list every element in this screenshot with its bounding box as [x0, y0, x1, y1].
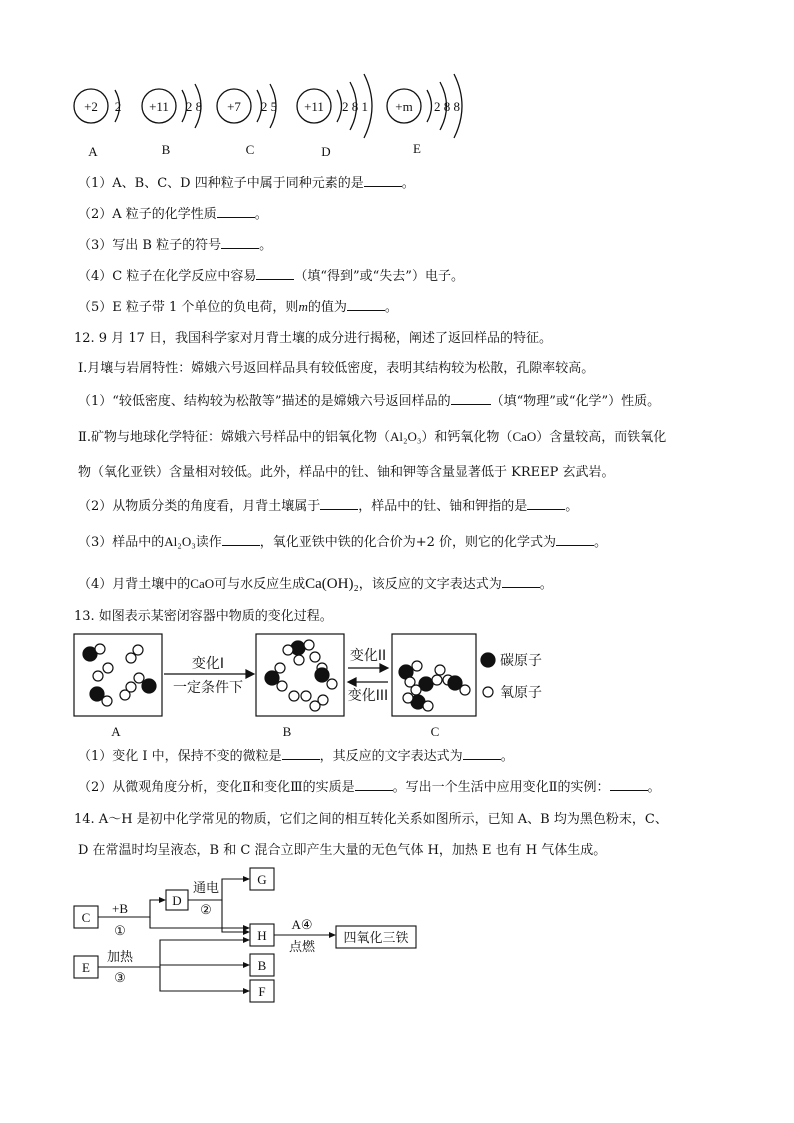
atom-e-label: E — [413, 141, 421, 156]
answer-blank — [222, 533, 260, 546]
container-c-label: C — [430, 724, 440, 739]
atom-d-charge: +11 — [304, 99, 324, 114]
q12-part4: （4）月背土壤中的CaO可与水反应生成Ca(OH)₂，该反应的文字表达式为 。 — [78, 576, 553, 592]
change1-label: 变化I — [191, 656, 225, 672]
atom-b-label: B — [161, 142, 171, 157]
atom-e-charge: +m — [395, 99, 413, 114]
atom-c-charge: +7 — [227, 99, 241, 114]
substance-transformation-diagram — [70, 862, 430, 1010]
legend-oxygen-label: 氧原子 — [500, 685, 542, 701]
oxygen-atom-legend-icon — [483, 687, 493, 697]
edge-plus-b-label: +B — [111, 901, 129, 916]
node-d-label: D — [172, 893, 182, 908]
answer-blank — [282, 747, 320, 760]
atom-a-label: A — [88, 144, 98, 159]
q11-part2: （2）A 粒子的化学性质 。 — [78, 207, 268, 222]
q11-part5: （5）E 粒子带 1 个单位的负电荷，则m的值为 。 — [78, 299, 398, 315]
answer-blank — [502, 575, 540, 588]
q11-part3: （3）写出 B 粒子的符号 。 — [78, 238, 273, 253]
answer-blank — [347, 298, 385, 311]
atom-d-shells: 2 8 1 — [342, 99, 368, 114]
node-f-label: F — [258, 984, 266, 999]
answer-blank — [217, 205, 255, 218]
answer-blank — [610, 778, 648, 791]
change3-label: 变化III — [347, 688, 389, 704]
q12-section2: Ⅱ.矿物与地球化学特征：嫦娥六号样品中的铝氧化物（Al₂O₃）和钙氧化物（CaO）含量较高，而铁氧化 — [78, 429, 667, 445]
container-a-label: A — [111, 724, 121, 739]
atom-structure-diagrams — [60, 60, 490, 165]
answer-blank — [556, 533, 594, 546]
condition-label: 一定条件下 — [173, 680, 243, 696]
answer-blank — [256, 267, 294, 280]
q13-part2: （2）从微观角度分析，变化Ⅱ和变化Ⅲ的实质是 。写出一个生活中应用变化Ⅱ的实例： 。 — [78, 780, 661, 795]
edge-step2-label: ② — [200, 902, 212, 917]
q12-part1: （1）“较低密度、结构较为松散等”描述的是嫦娥六号返回样品的 （填“物理”或“化学”）性质。 — [78, 394, 661, 409]
edge-heat-label: 加热 — [106, 950, 134, 965]
molecule-change-diagram — [70, 630, 570, 742]
answer-blank — [320, 497, 358, 510]
container-a — [74, 634, 162, 716]
q14-intro-line1: 14. A～H 是初中化学常见的物质，它们之间的相互转化关系如图所示，已知 A、B 均为黑色粉末，C、 — [74, 812, 668, 827]
edge-step1-label: ① — [114, 923, 126, 938]
legend-carbon-label: 碳原子 — [500, 653, 542, 669]
q12-part2: （2）从物质分类的角度看，月背土壤属于 ，样品中的钍、铀和钾指的是 。 — [78, 499, 579, 514]
q12-intro: 12. 9 月 17 日，我国科学家对月背土壤的成分进行揭秘，阐述了返回样品的特征。 — [74, 331, 553, 346]
atom-e-shells: 2 8 8 — [434, 99, 460, 114]
carbon-atom-legend-icon — [481, 653, 495, 667]
atom-a-shells: 2 — [114, 99, 122, 114]
answer-blank — [463, 747, 501, 760]
atom-b-shells: 2 8 — [185, 99, 203, 114]
q12-part3: （3）样品中的Al₂O₃读作 ，氧化亚铁中铁的化合价为+2 价，则它的化学式为 。 — [78, 534, 608, 550]
edge-a-step4-label: A④ — [291, 917, 313, 932]
edge-ignite-label: 点燃 — [288, 940, 316, 955]
answer-blank — [364, 174, 402, 187]
q11-part4: （4）C 粒子在化学反应中容易 （填“得到”或“失去”）电子。 — [78, 269, 464, 284]
edge-electrolysis-label: 通电 — [192, 881, 220, 896]
answer-blank — [451, 392, 491, 405]
node-product-label: 四氧化三铁 — [343, 931, 409, 946]
atom-b-charge: +11 — [149, 99, 169, 114]
q13-part1: （1）变化 I 中，保持不变的微粒是 ，其反应的文字表达式为 。 — [78, 749, 514, 764]
answer-blank — [355, 778, 393, 791]
atom-d-label: D — [321, 144, 331, 159]
edge-step3-label: ③ — [114, 970, 126, 985]
atom-a-charge: +2 — [84, 99, 98, 114]
node-g-label: G — [257, 872, 267, 887]
node-h-label: H — [257, 928, 267, 943]
q11-part1: （1）A、B、C、D 四种粒子中属于同种元素的是 。 — [78, 176, 415, 191]
change2-label: 变化II — [349, 648, 387, 664]
node-e-label: E — [82, 960, 90, 975]
node-c-label: C — [81, 910, 91, 925]
q13-intro: 13. 如图表示某密闭容器中物质的变化过程。 — [74, 609, 333, 624]
container-b-label: B — [282, 724, 292, 739]
q14-intro-line2: D 在常温时均呈液态，B 和 C 混合立即产生大量的无色气体 H，加热 E 也有 H 气体生成。 — [78, 843, 607, 858]
atom-c-shells: 2 5 — [260, 99, 278, 114]
atom-c-label: C — [245, 142, 255, 157]
node-b-label: B — [257, 958, 267, 973]
q12-section2-cont: 物（氧化亚铁）含量相对较低。此外，样品中的钍、铀和钾等含量显著低于 KREEP 玄武岩。 — [78, 465, 615, 480]
answer-blank — [527, 497, 565, 510]
answer-blank — [221, 236, 259, 249]
q12-section1: Ⅰ.月壤与岩屑特性：嫦娥六号返回样品具有较低密度，表明其结构较为松散，孔隙率较高。 — [78, 361, 595, 376]
